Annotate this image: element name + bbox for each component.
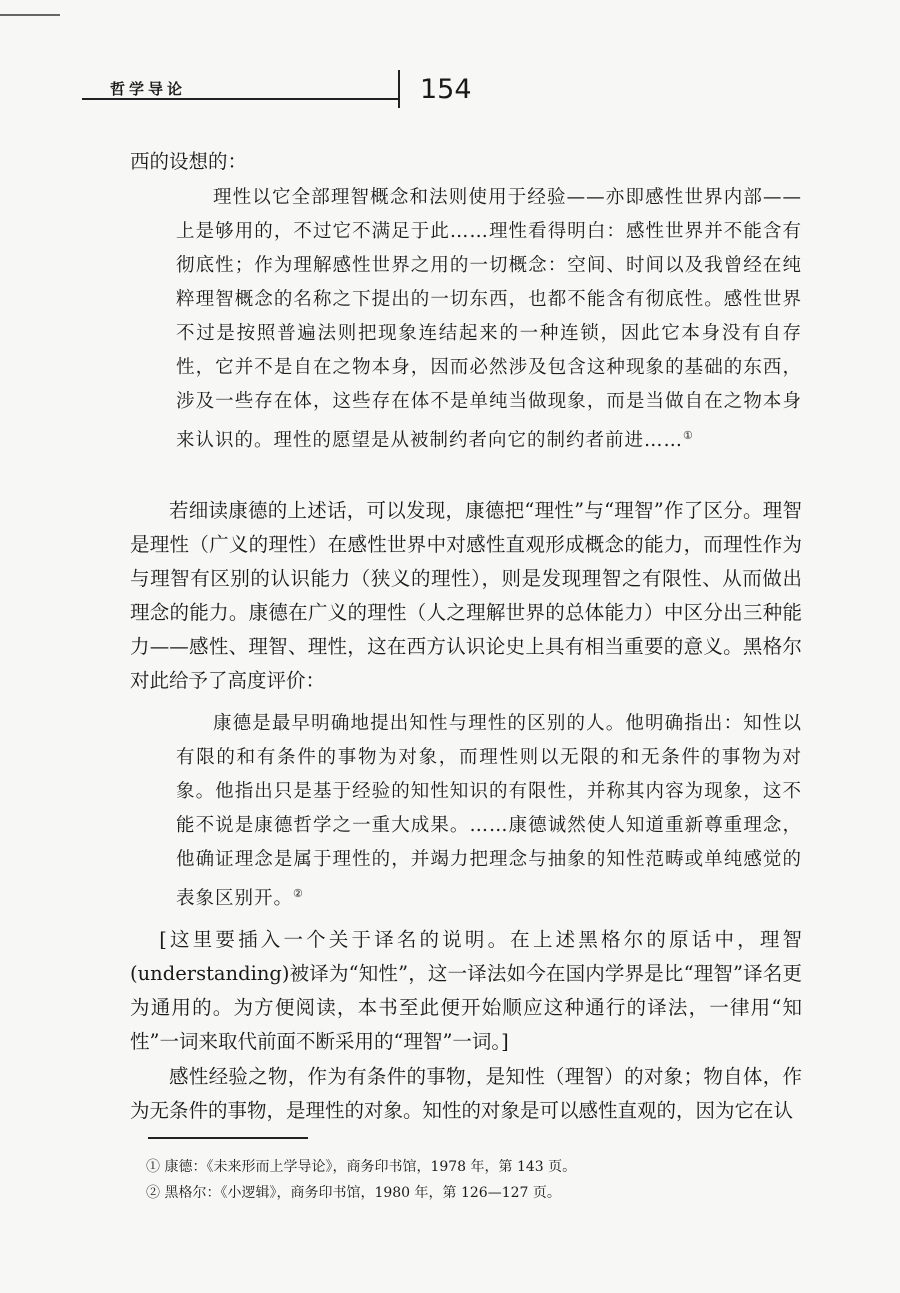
footnote-1: ① 康德：《未来形而上学导论》，商务印书馆，1978 年，第 143 页。 bbox=[146, 1159, 577, 1175]
header-rule bbox=[82, 98, 400, 100]
block-quote-hegel bbox=[176, 707, 802, 916]
paragraph-objects: 感性经验之物，作为有条件的事物，是知性（理智）的对象；物自体，作为无条件的事物，是理性的对象。知性的对象是可以感性直观的，因为它在认 bbox=[130, 1065, 802, 1122]
lead-line: 西的设想的： bbox=[130, 150, 248, 173]
paragraph-translation-note: [这里要插入一个关于译名的说明。在上述黑格尔的原话中，理智(understanding)被译为“知性”，这一译法如今在国内学界是比“理智”译名更为通用的。为方便阅读，本书至此便开始顺应这种通行的译法，一律用“知性”一词来取代前面不断采用的“理智”一词。] bbox=[130, 928, 802, 1053]
running-title: 哲学导论 bbox=[110, 80, 187, 98]
footnote-ref-1: ① bbox=[683, 429, 694, 442]
footnote-2: ② 黑格尔：《小逻辑》，商务印书馆，1980 年，第 126—127 页。 bbox=[146, 1185, 561, 1201]
page-number: 154 bbox=[420, 74, 472, 105]
footnote-rule bbox=[148, 1137, 308, 1139]
quote-text: 理性以它全部理智概念和法则使用于经验——亦即感性世界内部——上是够用的，不过它不满足于此……理性看得明白：感性世界并不能含有彻底性；作为理解感性世界之用的一切概念：空间、时间以及我曾经在纯粹理智概念的名称之下提出的一切东西，也都不能含有彻底性。感性世界不过是按照普遍法则把现象连结起来的一种连锁，因此它本身没有自存性，它并不是自在之物本身，因而必然涉及包含这种现象的基础的东西，涉及一些存在体，这些存在体不是单纯当做现象，而是当做自在之物本身来认识的。理性的愿望是从被制约者向它的制约者前进…… bbox=[176, 187, 802, 452]
scan-edge-mark bbox=[0, 14, 60, 16]
paragraph-reason-understanding: 若细读康德的上述话，可以发现，康德把“理性”与“理智”作了区分。理智是理性（广义的理性）在感性世界中对感性直观形成概念的能力，而理性作为与理智有区别的认识能力（狭义的理性），则是发现理智之有限性、从而做出理念的能力。康德在广义的理性（人之理解世界的总体能力）中区分出三种能力——感性、理智、理性，这在西方认识论史上具有相当重要的意义。黑格尔对此给予了高度评价： bbox=[130, 499, 802, 692]
header-divider bbox=[398, 70, 400, 108]
footnote-ref-2: ② bbox=[293, 887, 304, 900]
quote-text: 康德是最早明确地提出知性与理性的区别的人。他明确指出：知性以有限的和有条件的事物为对象，而理性则以无限的和无条件的事物为对象。他指出只是基于经验的知性知识的有限性，并称其内容为现象，这不能不说是康德哲学之一重大成果。……康德诚然使人知道重新尊重理念，他确证理念是属于理性的，并竭力把理念与抽象的知性范畴或单纯感觉的表象区别开。 bbox=[176, 713, 802, 910]
page-header bbox=[82, 70, 802, 110]
block-quote-kant bbox=[176, 181, 802, 458]
